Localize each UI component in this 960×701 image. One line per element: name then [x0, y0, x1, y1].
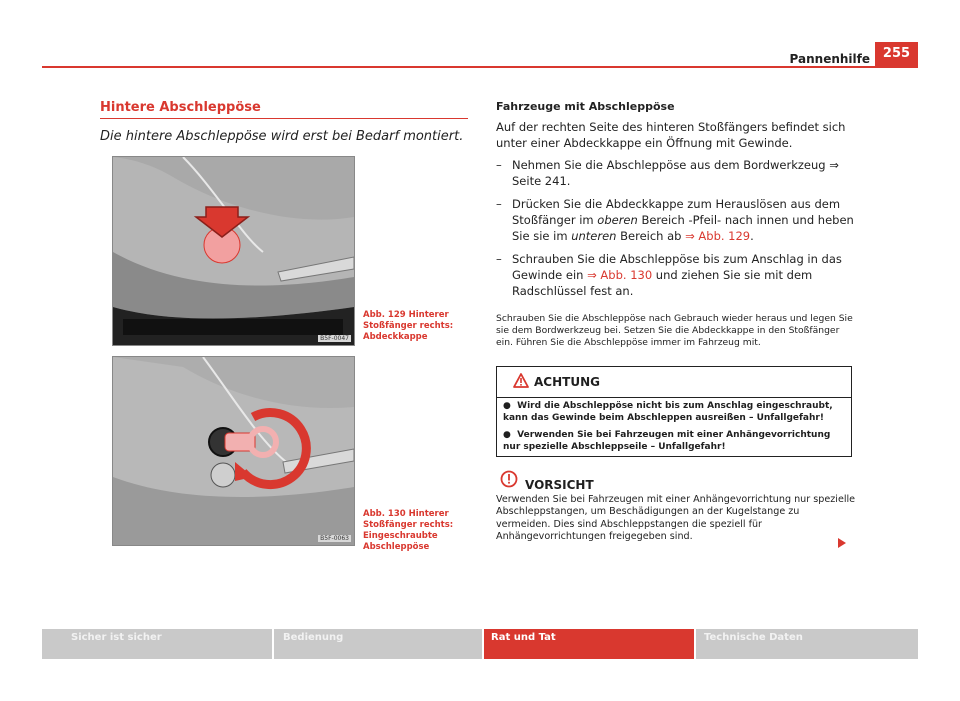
- step-text: .: [750, 229, 754, 243]
- subsection-heading: Fahrzeuge mit Abschleppöse: [496, 100, 675, 113]
- warning-item: [503, 400, 845, 424]
- chapter-title: Pannenhilfe: [789, 52, 870, 66]
- caution-exclamation-icon: [500, 470, 518, 488]
- figure-129-caption: Abb. 129 Hinterer Stoßfänger rechts: Abdeckkappe: [363, 310, 454, 342]
- step-text: und ziehen Sie sie mit dem Radschlüssel fest an.: [512, 268, 813, 298]
- warning-title: ACHTUNG: [534, 375, 600, 389]
- figure-code: B5F-0063: [320, 535, 349, 542]
- figure-reference-link[interactable]: ⇒ Abb. 130: [587, 268, 653, 282]
- bumper-cover-illustration: [113, 157, 354, 345]
- header-rule: [42, 66, 918, 68]
- footer-tab-rat-und-tat[interactable]: Rat und Tat: [484, 629, 694, 659]
- step-text: Nehmen Sie die Abschleppöse aus dem Bordwerkzeug ⇒ Seite 241.: [512, 158, 839, 188]
- step-emphasis: oberen: [597, 213, 638, 227]
- figure-reference-link[interactable]: ⇒ Abb. 129: [685, 229, 751, 243]
- section-rule: [100, 118, 468, 119]
- warning-text: Verwenden Sie bei Fahrzeugen mit einer Anhängevorrichtung nur spezielle Abschleppseile – Unfallgefahr!: [503, 430, 831, 452]
- page-number: 255: [875, 42, 918, 66]
- footer-tab-technische-daten[interactable]: Technische Daten: [696, 629, 918, 659]
- bullet: ●: [503, 430, 511, 440]
- step-item: [496, 251, 856, 299]
- figure-130-caption: Abb. 130 Hinterer Stoßfänger rechts: Eingeschraubte Abschleppöse: [363, 509, 454, 552]
- step-item: [496, 157, 856, 189]
- warning-item: [503, 429, 845, 453]
- figure-code: B5F-0047: [320, 335, 349, 342]
- step-text: Schrauben Sie die Abschleppöse bis zum Anschlag in das Gewinde ein: [512, 252, 842, 282]
- section-intro: Die hintere Abschleppöse wird erst bei Bedarf montiert.: [100, 129, 464, 144]
- section-title: Hintere Abschleppöse: [100, 100, 261, 115]
- footer-tab-bedienung[interactable]: Bedienung: [274, 629, 482, 659]
- step-item: [496, 196, 856, 244]
- warning-header: [497, 367, 851, 398]
- figure-130-image: [112, 356, 355, 546]
- note-paragraph: Schrauben Sie die Abschleppöse nach Gebrauch wieder heraus und legen Sie sie dem Bordwerkzeug bei. Setzen Sie die Abdeckkappe in den Stoßfänger ein. Führen Sie die Abschleppöse immer im Fahrzeug mit.: [496, 313, 853, 348]
- intro-paragraph: Auf der rechten Seite des hinteren Stoßfängers befindet sich unter einer Abdeckkappe ein Öffnung mit Gewinde.: [496, 120, 846, 150]
- step-text: Drücken Sie die Abdeckkappe zum Herauslösen aus dem Stoßfänger im: [512, 197, 841, 227]
- continue-arrow-icon: [838, 538, 846, 548]
- step-text: Bereich -Pfeil- nach innen und heben Sie sie im: [512, 213, 854, 243]
- step-dash: –: [496, 158, 502, 172]
- step-dash: –: [496, 252, 502, 266]
- bullet: ●: [503, 401, 511, 411]
- caution-title: VORSICHT: [525, 478, 594, 492]
- step-emphasis: unteren: [571, 229, 617, 243]
- towing-eye-illustration: [113, 357, 354, 545]
- step-dash: –: [496, 197, 502, 211]
- warning-triangle-icon: [513, 373, 529, 388]
- figure-129-image: [112, 156, 355, 346]
- warning-box: [496, 366, 852, 457]
- footer-tab-sicher[interactable]: Sicher ist sicher: [42, 629, 272, 659]
- caution-text: Verwenden Sie bei Fahrzeugen mit einer Anhängevorrichtung nur spezielle Abschleppstangen, um Beschädigungen an der Kugelstange zu vermeiden. Dies sind Abschleppstangen die speziell für Anhängevorrichtungen freigegeben sind.: [496, 494, 856, 543]
- step-text: Bereich ab: [616, 229, 686, 243]
- warning-text: Wird die Abschleppöse nicht bis zum Anschlag eingeschraubt, kann das Gewinde beim Abschleppen ausreißen – Unfallgefahr!: [503, 401, 833, 423]
